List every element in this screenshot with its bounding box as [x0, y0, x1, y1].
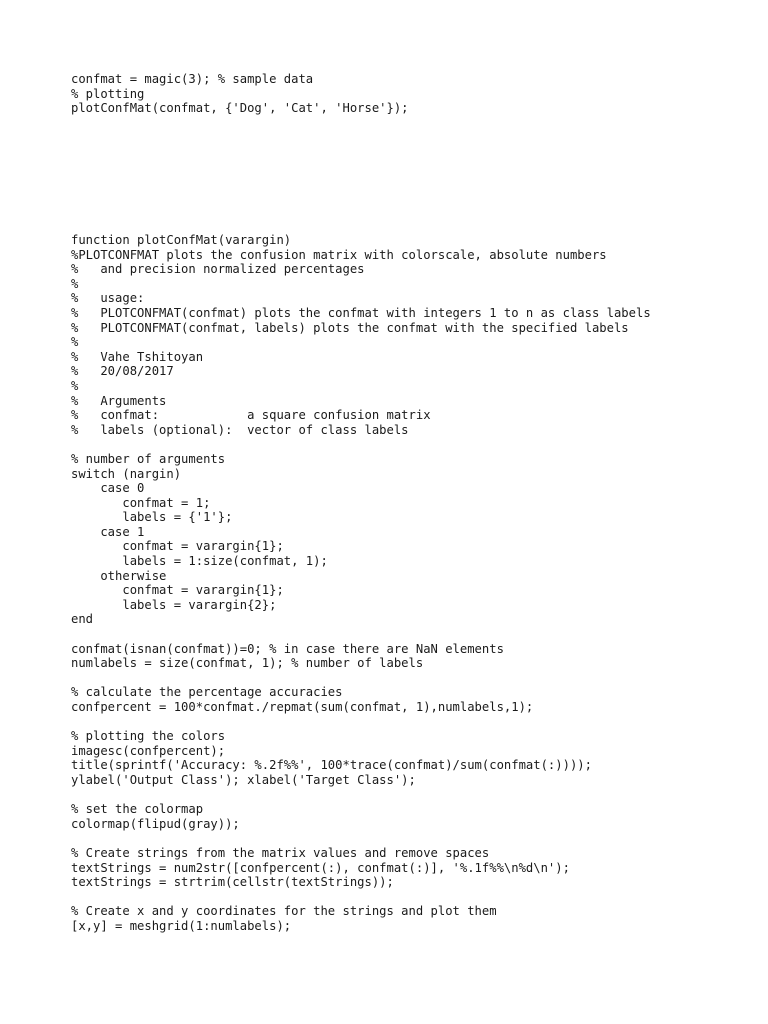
code-line: numlabels = size(confmat, 1); % number of labels	[71, 656, 424, 671]
code-line: switch (nargin)	[71, 466, 182, 481]
code-line	[71, 788, 651, 803]
code-line: % plotting	[71, 86, 145, 101]
code-line: confpercent = 100*confmat./repmat(sum(confmat, 1),numlabels,1);	[71, 700, 534, 714]
code-line: confmat = 1;	[71, 495, 211, 510]
code-line: otherwise	[71, 568, 167, 583]
code-line	[71, 437, 651, 452]
code-line: textStrings = num2str([confpercent(:), confmat(:)], '%.1f%%\n%d\n');	[71, 860, 570, 875]
code-line: labels = varargin{2};	[71, 597, 277, 612]
code-line: labels = 1:size(confmat, 1);	[71, 554, 328, 569]
code-line: % number of arguments	[71, 451, 226, 466]
code-line: % usage:	[71, 291, 145, 306]
code-line: % 20/08/2017	[71, 364, 174, 379]
code-line: [x,y] = meshgrid(1:numlabels);	[71, 918, 292, 933]
code-line	[71, 671, 651, 686]
code-line: %	[71, 335, 79, 350]
code-line: confmat = varargin{1};	[71, 539, 284, 554]
code-line: % labels (optional): vector of class labels	[71, 422, 409, 437]
code-line: % and precision normalized percentages	[71, 262, 365, 277]
sample-code-block	[71, 72, 409, 116]
code-line: % set the colormap	[71, 802, 204, 817]
code-line: % calculate the percentage accuracies	[71, 685, 343, 700]
code-line: % Vahe Tshitoyan	[71, 349, 204, 364]
code-line: ylabel('Output Class'); xlabel('Target Class');	[71, 772, 416, 787]
code-line: plotConfMat(confmat, {'Dog', 'Cat', 'Horse'});	[71, 101, 409, 116]
code-line	[71, 627, 651, 642]
code-line	[71, 831, 651, 846]
code-line: function plotConfMat(varargin)	[71, 233, 292, 247]
code-line: %	[71, 276, 79, 291]
code-line: % confmat: a square confusion matrix	[71, 408, 431, 423]
code-line: % Create x and y coordinates for the strings and plot them	[71, 904, 497, 919]
code-line: %	[71, 378, 79, 393]
code-line	[71, 715, 651, 730]
code-line: textStrings = strtrim(cellstr(textStrings));	[71, 875, 394, 890]
code-line: case 1	[71, 524, 145, 539]
code-line: confmat = varargin{1};	[71, 583, 284, 598]
code-line: labels = {'1'};	[71, 510, 233, 525]
code-line: case 0	[71, 481, 145, 496]
code-line: % PLOTCONFMAT(confmat) plots the confmat with integers 1 to n as class labels	[71, 305, 651, 320]
code-line: % plotting the colors	[71, 729, 226, 744]
code-line: confmat(isnan(confmat))=0; % in case there are NaN elements	[71, 641, 504, 656]
code-line: confmat = magic(3); % sample data	[71, 72, 314, 86]
code-line: title(sprintf('Accuracy: %.2f%%', 100*trace(confmat)/sum(confmat(:))));	[71, 758, 592, 773]
code-line: imagesc(confpercent);	[71, 743, 226, 758]
code-line: colormap(flipud(gray));	[71, 816, 240, 831]
code-line	[71, 890, 651, 905]
function-code-block	[71, 233, 651, 934]
code-line: % Create strings from the matrix values and remove spaces	[71, 845, 490, 860]
code-line: % PLOTCONFMAT(confmat, labels) plots the confmat with the specified labels	[71, 320, 629, 335]
code-line: end	[71, 612, 94, 627]
code-line: %PLOTCONFMAT plots the confusion matrix with colorscale, absolute numbers	[71, 247, 607, 262]
code-line: % Arguments	[71, 393, 167, 408]
